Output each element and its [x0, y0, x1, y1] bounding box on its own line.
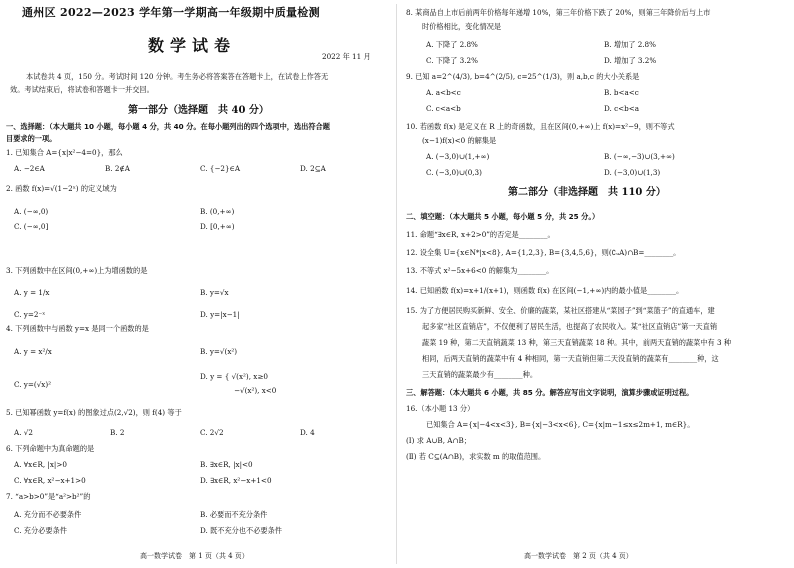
question-6: 6. 下列命题中为真命题的是: [6, 444, 95, 453]
q9-option-b: B. b<a<c: [604, 88, 639, 97]
q6-option-a: A. ∀x∈R, |x|>0: [14, 460, 67, 469]
question-16-part-2: (Ⅱ) 若 C⊆(A∩B)，求实数 m 的取值范围。: [406, 452, 546, 461]
question-8-line-1: 8. 某商品自上市后前两年价格每年递增 10%，第三年价格下跌了 20%，则第三年降价后与上市: [406, 8, 711, 17]
question-15-line-4: 相同，后两天直销的蔬菜中有 4 种相同，第一天直销但第二天没直销的蔬菜有________种，这: [422, 354, 719, 363]
q5-option-d: D. 4: [300, 428, 315, 437]
question-12: 12. 设全集 U={x∈N*|x<8}, A={1,2,3}, B={3,4,5,6}，则(∁ᵤA)∩B=________。: [406, 248, 681, 257]
q2-option-d: D. [0,+∞): [200, 222, 235, 231]
exam-title: 通州区 2022—2023 学年第一学期高一年级期中质量检测: [22, 6, 320, 19]
fill-blank-heading: 二、填空题：（本大题共 5 小题，每小题 5 分，共 25 分。）: [406, 212, 600, 221]
q8-option-c: C. 下降了 3.2%: [426, 56, 478, 65]
q10-option-d: D. (−3,0)∪(1,3): [604, 168, 661, 177]
q1-option-b: B. 2∉A: [105, 164, 130, 173]
question-7: 7. “a>b>0”是“a²>b²”的: [6, 492, 91, 501]
question-15-line-2: 起多家“社区直销店”，不仅便利了居民生活，也提高了农民收入。某“社区直销店”第一天直销: [422, 322, 718, 331]
exam-subtitle: 数学试卷: [148, 36, 237, 55]
q4-option-d-line-1: D. y = { √(x²), x≥0: [200, 372, 268, 381]
page-2: [404, 0, 790, 568]
question-14: 14. 已知函数 f(x)=x+1/(x+1)，则函数 f(x) 在区间(−1,+∞)内的最小值是________。: [406, 286, 684, 295]
question-15-line-5: 三天直销的蔬菜最少有________种。: [422, 370, 538, 379]
q8-option-b: B. 增加了 2.8%: [604, 40, 656, 49]
question-15-line-3: 蔬菜 19 种，第二天直销蔬菜 13 种，第三天直销蔬菜 18 种。其中，前两天直销的蔬菜中有 3 种: [422, 338, 732, 347]
q8-option-a: A. 下降了 2.8%: [426, 40, 478, 49]
question-13: 13. 不等式 x²−5x+6<0 的解集为________。: [406, 266, 554, 275]
q7-option-b: B. 必要而不充分条件: [200, 510, 268, 519]
column-divider: [396, 4, 397, 564]
part2-heading: 第二部分（非选择题 共 110 分）: [508, 187, 666, 198]
page-footer-1: 高一数学试卷 第 1 页（共 4 页）: [140, 552, 249, 560]
q3-option-b: B. y=√x: [200, 288, 229, 297]
question-11: 11. 命题“∃x∈R, x+2>0”的否定是________。: [406, 230, 555, 239]
question-3: 3. 下列函数中在区间(0,+∞)上为增函数的是: [6, 266, 148, 275]
question-2: 2. 函数 f(x)=√(1−2ˣ) 的定义域为: [6, 184, 117, 193]
q3-option-d: D. y=|x−1|: [200, 310, 240, 319]
question-1: 1. 已知集合 A={x|x²−4=0}，那么: [6, 148, 123, 157]
q5-option-a: A. √2: [14, 428, 33, 437]
q7-option-d: D. 既不充分也不必要条件: [200, 526, 282, 535]
page-1: [0, 0, 388, 568]
q2-option-b: B. (0,+∞): [200, 207, 235, 216]
question-10-line-2: (x−1)f(x)<0 的解集是: [422, 136, 497, 145]
q6-option-c: C. ∀x∈R, x²−x+1>0: [14, 476, 86, 485]
q7-option-a: A. 充分而不必要条件: [14, 510, 82, 519]
choice-instructions-1: 一、选择题：（本大题共 10 小题，每小题 4 分，共 40 分。在每小题列出的四个选项中，选出符合题: [6, 122, 330, 131]
question-9: 9. 已知 a=2^(4/3), b=4^(2/5), c=25^(1/3)，则 a,b,c 的大小关系是: [406, 72, 640, 81]
q4-option-a: A. y = x²/x: [14, 347, 52, 356]
intro-line-1: 本试卷共 4 页，150 分。考试时间 120 分钟。考生务必将答案答在答题卡上，在试卷上作答无: [26, 72, 329, 81]
q4-option-d-line-2: −√(x²), x<0: [234, 386, 277, 395]
exam-date: 2022 年 11 月: [322, 52, 371, 61]
question-16-line-1: 已知集合 A={x|−4<x<3}, B={x|−3<x<6}, C={x|m−1≤x≤2m+1, m∈R}。: [426, 420, 695, 429]
q10-option-a: A. (−3,0)∪(1,+∞): [426, 152, 490, 161]
q9-option-c: C. c<a<b: [426, 104, 461, 113]
q6-option-b: B. ∃x∈R, |x|<0: [200, 460, 253, 469]
question-5: 5. 已知幂函数 y=f(x) 的图象过点(2,√2)，则 f(4) 等于: [6, 408, 182, 417]
q1-option-a: A. −2∈A: [14, 164, 45, 173]
q9-option-a: A. a<b<c: [426, 88, 461, 97]
page-footer-2: 高一数学试卷 第 2 页（共 4 页）: [524, 552, 633, 560]
q3-option-c: C. y=2⁻ˣ: [14, 310, 46, 319]
q5-option-c: C. 2√2: [200, 428, 224, 437]
q9-option-d: D. c<b<a: [604, 104, 640, 113]
q4-option-c: C. y=(√x)²: [14, 380, 52, 389]
question-16: 16.（本小题 13 分）: [406, 404, 475, 413]
question-10-line-1: 10. 若函数 f(x) 是定义在 R 上的奇函数，且在区间(0,+∞)上 f(x)=x²−9，则不等式: [406, 122, 675, 131]
q2-option-a: A. (−∞,0): [14, 207, 49, 216]
q1-option-d: D. 2⊆A: [300, 164, 326, 173]
solve-heading: 三、解答题：（本大题共 6 小题，共 85 分。解答应写出文字说明，演算步骤或证明过程。: [406, 388, 694, 397]
question-8-line-2: 时价格相比，变化情况是: [422, 22, 502, 31]
q3-option-a: A. y = 1/x: [14, 288, 50, 297]
intro-line-2: 效。考试结束后，将试卷和答题卡一并交回。: [10, 85, 154, 94]
q2-option-c: C. (−∞,0]: [14, 222, 49, 231]
choice-instructions-2: 目要求的一项。: [6, 134, 57, 143]
q6-option-d: D. ∃x∈R, x²−x+1<0: [200, 476, 272, 485]
q5-option-b: B. 2: [110, 428, 125, 437]
question-4: 4. 下列函数中与函数 y=x 是同一个函数的是: [6, 324, 149, 333]
q10-option-c: C. (−3,0)∪(0,3): [426, 168, 482, 177]
q1-option-c: C. {−2}∈A: [200, 164, 241, 173]
part1-heading: 第一部分（选择题 共 40 分）: [128, 105, 269, 116]
question-16-part-1: (Ⅰ) 求 A∪B, A∩B；: [406, 436, 471, 445]
q10-option-b: B. (−∞,−3)∪(3,+∞): [604, 152, 675, 161]
q8-option-d: D. 增加了 3.2%: [604, 56, 657, 65]
q7-option-c: C. 充分必要条件: [14, 526, 67, 535]
question-15-line-1: 15. 为了方便居民购买新鲜、安全、价廉的蔬菜，某社区搭建从“菜园子”到“菜篮子”的直通车，建: [406, 306, 715, 315]
q4-option-b: B. y=√(x²): [200, 347, 238, 356]
